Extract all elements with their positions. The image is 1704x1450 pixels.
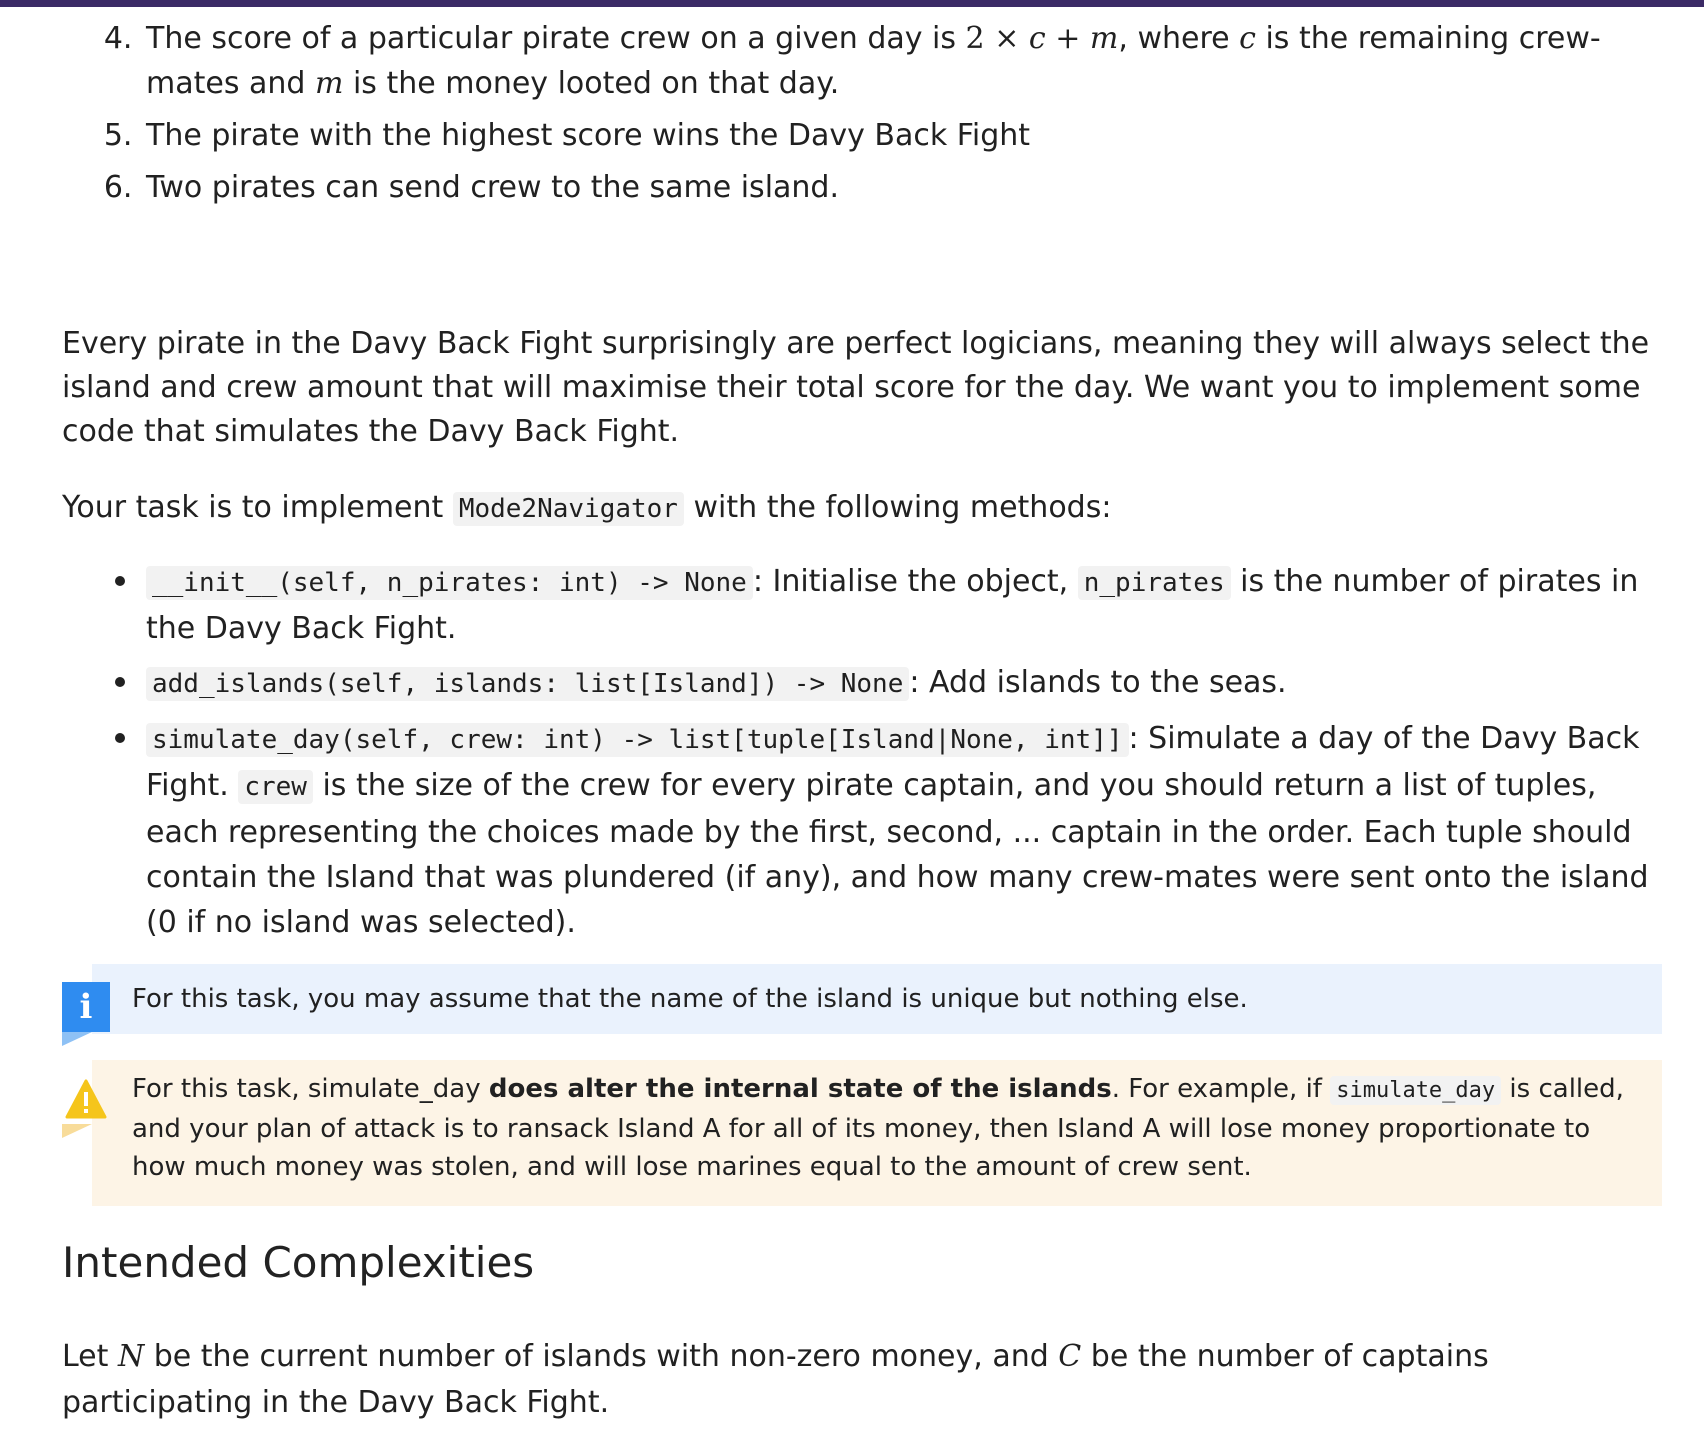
methods-list [62, 558, 1667, 953]
rule-item-4: 4. The score of a particular pirate crew on a given day is 2 × c + m, where c is the remaining crew-mates and m is the money looted on that day. [142, 16, 1652, 106]
method-signature: __init__(self, n_pirates: int) -> None [146, 566, 753, 600]
param-code: crew [238, 770, 313, 804]
function-name-code: simulate_day [1330, 1076, 1501, 1105]
method-item-init: • __init__(self, n_pirates: int) -> None : Initialise the object, n_pirates is the number of pirates in the Davy Back Fight. [142, 558, 1667, 651]
top-accent-bar [0, 0, 1704, 7]
rule-item-5: 5. The pirate with the highest score wins the Davy Back Fight [142, 113, 1652, 158]
method-item-add-islands: • add_islands(self, islands: list[Island]) -> None : Add islands to the seas. [142, 659, 1667, 707]
complexity-paragraph: Let N be the current number of islands with non-zero money, and C be the number of captains participating in the Davy Back Fight. [62, 1339, 1489, 1420]
rule-item-6: 6. Two pirates can send crew to the same island. [142, 165, 1652, 210]
task-paragraph: Your task is to implement Mode2Navigator with the following methods: [62, 490, 1112, 525]
info-icon: i [62, 982, 110, 1032]
warning-icon [62, 1074, 110, 1124]
method-item-simulate-day: • simulate_day(self, crew: int) -> list[tuple[Island|None, int]] : Simulate a day of the Davy Back Fight. crew is the size of the crew for every pirate captain, and you should return a list of tuples, each representing the choices made by the first, second, ... captain in the order. Each tuple should contain the Island that was plundered (if any), and how many crew-mates were sent onto the island (0 if no island was selected). [142, 715, 1667, 945]
score-formula: 2 × c + m [965, 21, 1119, 56]
class-name-code: Mode2Navigator [453, 492, 684, 526]
method-signature: add_islands(self, islands: list[Island]) -> None [146, 667, 909, 701]
intro-paragraph: Every pirate in the Davy Back Fight surprisingly are perfect logicians, meaning they will always select the island and crew amount that will maximise their total score for the day. We want you to implement some code that simulates the Davy Back Fight. [62, 326, 1650, 449]
method-signature: simulate_day(self, crew: int) -> list[tuple[Island|None, int]] [146, 723, 1129, 757]
rules-list [62, 16, 1652, 217]
warning-text: For this task, simulate_day does alter the internal state of the islands. For example, if simulate_day is called, and your plan of attack is to ransack Island A for all of its money, then Island A will lose money proportionate to how much money was stolen, and will lose marines equal to the amount of crew sent. [132, 1074, 1624, 1182]
param-code: n_pirates [1078, 566, 1231, 600]
section-heading: Intended Complexities [62, 1238, 535, 1287]
info-text: For this task, you may assume that the name of the island is unique but nothing else. [132, 984, 1248, 1014]
warning-callout [62, 1060, 1662, 1206]
info-callout [62, 964, 1662, 1034]
